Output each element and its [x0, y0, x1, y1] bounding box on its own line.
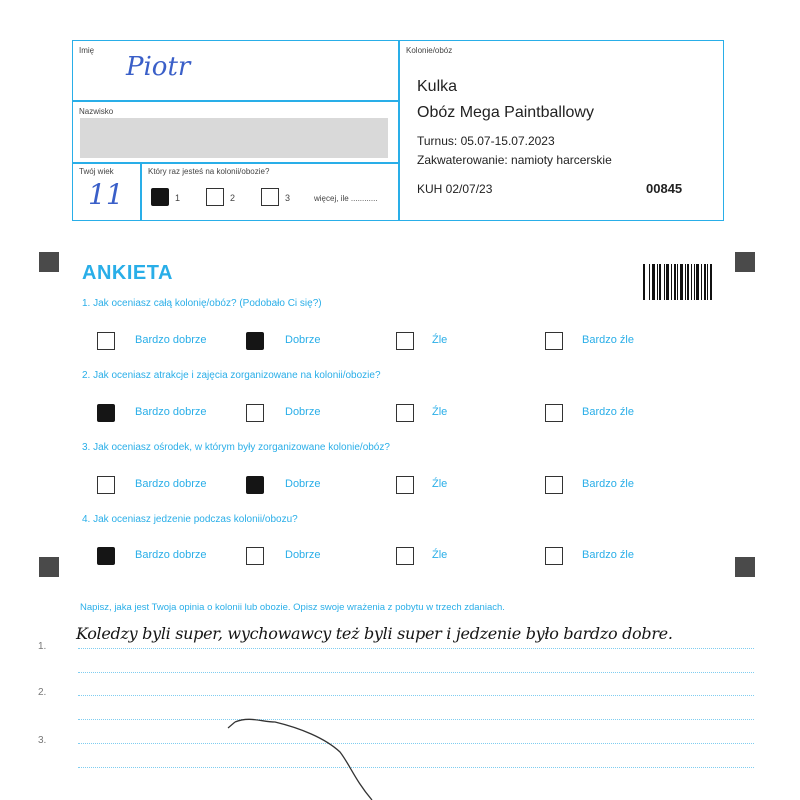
opinion-line-number-1: 1.: [38, 641, 47, 652]
question-2-label-bardzo-zle: Bardzo źle: [582, 406, 634, 418]
wiek-label: Twój wiek: [79, 167, 114, 176]
camp-turnus: Turnus: 05.07-15.07.2023: [417, 134, 555, 148]
ktory-raz-option-1: 1: [175, 193, 181, 203]
question-1-label-bardzo-dobrze: Bardzo dobrze: [135, 334, 207, 346]
question-2-text: 2. Jak oceniasz atrakcje i zajęcia zorganizowane na kolonii/obozie?: [82, 370, 381, 381]
question-4-label-bardzo-zle: Bardzo źle: [582, 549, 634, 561]
ktory-raz-option-3: 3: [285, 193, 291, 203]
question-4-text: 4. Jak oceniasz jedzenie podczas kolonii/obozu?: [82, 514, 298, 525]
question-4-label-zle: Źle: [432, 549, 448, 561]
question-2-label-zle: Źle: [432, 406, 448, 418]
question-1-label-zle: Źle: [432, 334, 448, 346]
question-2-label-dobrze: Dobrze: [285, 406, 321, 418]
question-2-label-bardzo-dobrze: Bardzo dobrze: [135, 406, 207, 418]
question-4-label-dobrze: Dobrze: [285, 549, 321, 561]
ktory-raz-option-2: 2: [230, 193, 236, 203]
camp-title: Obóz Mega Paintballowy: [417, 104, 594, 121]
question-3-label-zle: Źle: [432, 478, 448, 490]
opinion-line-number-3: 3.: [38, 735, 47, 746]
camp-zakwaterowanie: Zakwaterowanie: namioty harcerskie: [417, 153, 612, 167]
opinion-line-number-2: 2.: [38, 687, 47, 698]
question-1-label-dobrze: Dobrze: [285, 334, 321, 346]
opinion-prompt: Napisz, jaka jest Twoja opinia o kolonii lub obozie. Opisz swoje wrażenia z pobytu w trzech zdaniach.: [80, 602, 505, 613]
form-number: 00845: [646, 181, 683, 196]
question-3-label-dobrze: Dobrze: [285, 478, 321, 490]
wiek-value[interactable]: 11: [88, 178, 124, 211]
wiecej-label: więcej, ile ............: [314, 194, 378, 203]
question-3-label-bardzo-dobrze: Bardzo dobrze: [135, 478, 207, 490]
imie-label: Imię: [79, 46, 95, 55]
ktory-raz-label: Który raz jesteś na kolonii/obozie?: [148, 167, 270, 176]
kolonia-label: Kolonie/obóz: [406, 46, 453, 55]
question-4-label-bardzo-dobrze: Bardzo dobrze: [135, 549, 207, 561]
question-3-label-bardzo-zle: Bardzo źle: [582, 478, 634, 490]
survey-title: ANKIETA: [82, 262, 173, 284]
camp-code: KUH 02/07/23: [417, 182, 493, 196]
question-1-text: 1. Jak oceniasz całą kolonię/obóz? (Podobało Ci się?): [82, 298, 322, 309]
camp-name: Kulka: [417, 78, 458, 95]
nazwisko-label: Nazwisko: [79, 107, 114, 116]
question-1-label-bardzo-zle: Bardzo źle: [582, 334, 634, 346]
question-3-text: 3. Jak oceniasz ośrodek, w którym były zorganizowane kolonie/obóz?: [82, 442, 390, 453]
imie-value[interactable]: Piotr: [126, 52, 191, 82]
opinion-handwritten-line-1[interactable]: Koledzy byli super, wychowawcy też byli super i jedzenie było bardzo dobre.: [76, 624, 673, 643]
